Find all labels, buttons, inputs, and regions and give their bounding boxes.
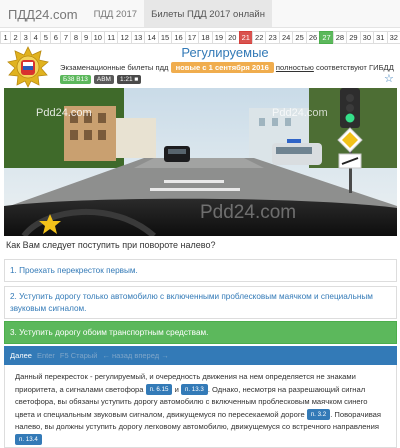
hint-old: F5 Старый bbox=[59, 351, 98, 360]
page-button-16[interactable]: 16 bbox=[171, 31, 185, 44]
category-label: ABM bbox=[94, 75, 114, 84]
page-button-17[interactable]: 17 bbox=[185, 31, 199, 44]
next-button[interactable]: Далее bbox=[10, 351, 32, 360]
page-button-1[interactable]: 1 bbox=[0, 31, 11, 44]
full-compliance-link[interactable]: полностью bbox=[275, 63, 314, 72]
question-pagination bbox=[0, 31, 400, 44]
ticket-number-label: Б38 В13 bbox=[60, 75, 91, 84]
photo-watermark: Pdd24.com bbox=[272, 107, 328, 119]
explanation-header bbox=[4, 346, 397, 365]
ticket-title: Регулируемые bbox=[181, 45, 269, 60]
page-button-2[interactable]: 2 bbox=[10, 31, 21, 44]
explanation-part-1: Данный перекресток - регулируемый, и очередность движения на нем определяется не знаками приоритета, а сигналами светофора bbox=[15, 372, 356, 394]
nav-tab-pdd-2017[interactable]: ПДД 2017 bbox=[93, 9, 138, 20]
rule-ref-13-4[interactable]: п. 13.4 bbox=[15, 434, 42, 445]
page-button-12[interactable]: 12 bbox=[117, 31, 131, 44]
page-button-22[interactable]: 22 bbox=[252, 31, 266, 44]
page-button-21[interactable]: 21 bbox=[239, 31, 253, 44]
star-outline-icon[interactable]: ☆ bbox=[384, 73, 394, 85]
ticket-description bbox=[60, 62, 396, 73]
page-button-5[interactable]: 5 bbox=[40, 31, 51, 44]
page-button-11[interactable]: 11 bbox=[104, 31, 118, 44]
page-button-29[interactable]: 29 bbox=[346, 31, 360, 44]
answer-option-2-text: 2. Уступить дорогу только автомобилю с включенными проблесковым маячком и специальным звуковым сигналом. bbox=[10, 291, 373, 313]
ticket-labels bbox=[60, 75, 141, 84]
page-button-23[interactable]: 23 bbox=[265, 31, 279, 44]
question-photo bbox=[4, 88, 397, 236]
page-button-27[interactable]: 27 bbox=[319, 31, 333, 44]
page-button-15[interactable]: 15 bbox=[158, 31, 172, 44]
rule-ref-3-2[interactable]: п. 3.2 bbox=[307, 409, 330, 420]
page-button-3[interactable]: 3 bbox=[20, 31, 31, 44]
answer-option-3-text: 3. Уступить дорогу обоим транспортным средствам. bbox=[10, 327, 209, 337]
page-button-30[interactable]: 30 bbox=[360, 31, 374, 44]
page-button-18[interactable]: 18 bbox=[198, 31, 212, 44]
explanation-text bbox=[4, 365, 397, 448]
explanation-part-2: . Однако, несмотря на разрешающий сигнал светофора, вы обязаны уступить дорогу автомобилю с включенным проблесковым маячком синего цвета и специальным звуковым сигналом, движущемуся по пересекаемой дороге bbox=[15, 384, 368, 419]
page-button-19[interactable]: 19 bbox=[212, 31, 226, 44]
page-button-10[interactable]: 10 bbox=[91, 31, 105, 44]
question-text: Как Вам следует поступить при повороте налево? bbox=[6, 240, 216, 250]
answer-option-1[interactable] bbox=[4, 259, 397, 282]
photo-watermark: Pdd24.com bbox=[36, 107, 92, 119]
rule-ref-13-3[interactable]: п. 13.3 bbox=[181, 384, 208, 395]
explanation-and: и bbox=[174, 384, 179, 394]
gibdd-emblem-logo bbox=[6, 46, 50, 88]
page-button-9[interactable]: 9 bbox=[81, 31, 92, 44]
answer-option-2[interactable] bbox=[4, 286, 397, 319]
page-button-31[interactable]: 31 bbox=[373, 31, 387, 44]
explanation-part-3: . Поворачивая налево, вы должны уступить дорогу легковому автомобилю, движущемуся со встречного направления bbox=[15, 409, 382, 431]
brand-link[interactable]: ПДД24.com bbox=[8, 7, 78, 22]
page-button-24[interactable]: 24 bbox=[279, 31, 293, 44]
nav-tab-tickets-online[interactable]: Билеты ПДД 2017 онлайн bbox=[144, 0, 272, 27]
page-button-20[interactable]: 20 bbox=[225, 31, 239, 44]
page-button-25[interactable]: 25 bbox=[292, 31, 306, 44]
page-button-4[interactable]: 4 bbox=[30, 31, 41, 44]
answer-option-1-text: 1. Проехать перекресток первым. bbox=[10, 265, 138, 275]
page-button-8[interactable]: 8 bbox=[70, 31, 81, 44]
timer-label: 1:21 ■ bbox=[117, 75, 141, 84]
photo-watermark: Pdd24.com bbox=[200, 202, 297, 223]
page-button-26[interactable]: 26 bbox=[306, 31, 320, 44]
rule-ref-6-15[interactable]: п. 6.15 bbox=[146, 384, 173, 395]
page-button-32[interactable]: 32 bbox=[387, 31, 400, 44]
hint-navigation: ← назад вперед → bbox=[102, 351, 169, 360]
ticket-description-suffix: соответствуют ГИБДД bbox=[316, 63, 394, 72]
page-button-28[interactable]: 28 bbox=[333, 31, 347, 44]
page-button-6[interactable]: 6 bbox=[50, 31, 61, 44]
page-button-13[interactable]: 13 bbox=[131, 31, 145, 44]
page-button-14[interactable]: 14 bbox=[144, 31, 158, 44]
new-rules-badge: новые с 1 сентября 2016 bbox=[171, 62, 274, 73]
top-navbar bbox=[0, 0, 400, 28]
hint-enter: Enter bbox=[36, 351, 55, 360]
ticket-description-prefix: Экзаменационные билеты пдд bbox=[60, 63, 169, 72]
page-button-7[interactable]: 7 bbox=[60, 31, 71, 44]
answer-option-3-correct[interactable] bbox=[4, 321, 397, 344]
